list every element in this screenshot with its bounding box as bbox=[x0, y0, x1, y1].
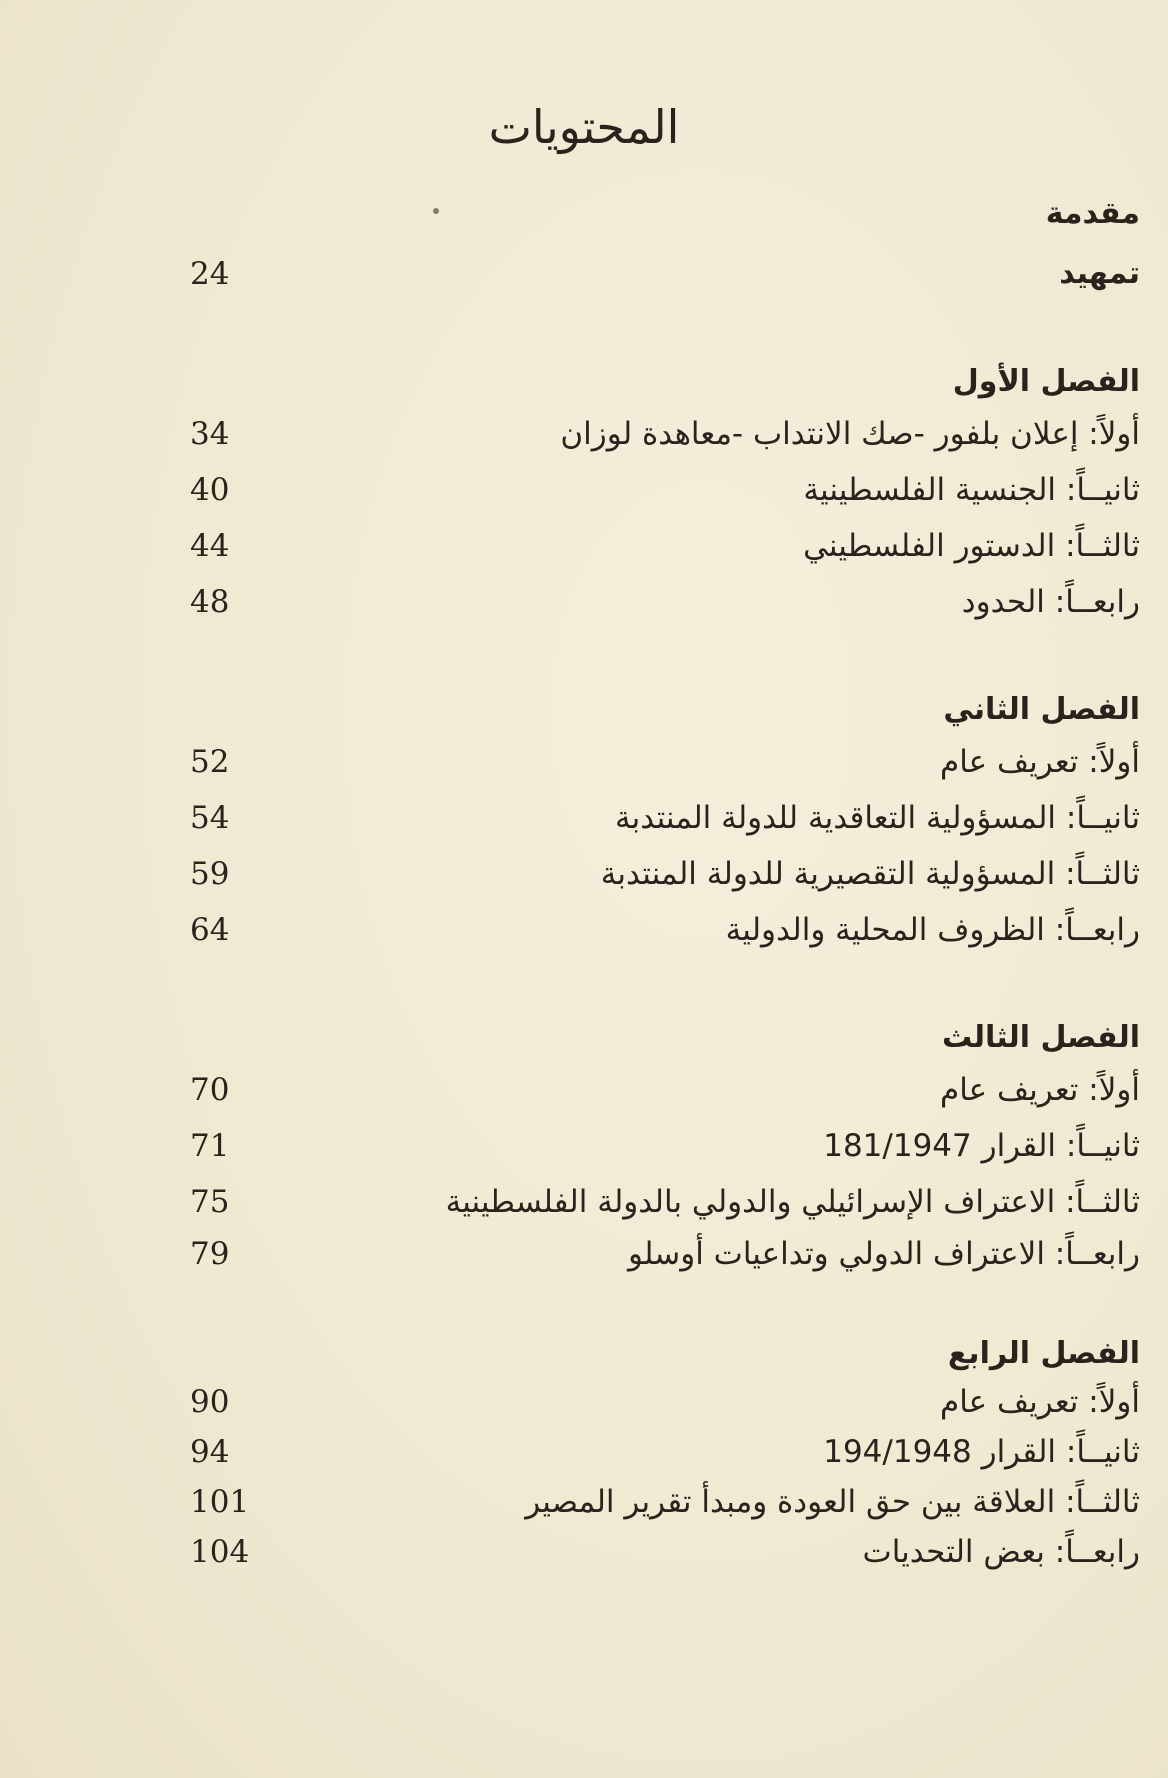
toc-entry[interactable] bbox=[180, 1072, 1140, 1122]
toc-page-number: 48 bbox=[190, 584, 230, 620]
toc-label: ثانيــاً: القرار 194/1948 bbox=[823, 1434, 1140, 1470]
chapter-heading-label: الفصل الثاني bbox=[943, 692, 1140, 727]
toc-page-number: 101 bbox=[190, 1484, 250, 1520]
toc-entry[interactable] bbox=[180, 584, 1140, 634]
chapter-heading-3[interactable] bbox=[180, 1020, 1140, 1070]
chapter-heading-label: الفصل الرابع bbox=[947, 1336, 1140, 1371]
toc-entry[interactable] bbox=[180, 472, 1140, 522]
toc-entry[interactable] bbox=[180, 1384, 1140, 1434]
toc-entry[interactable] bbox=[180, 800, 1140, 850]
toc-page-number: 44 bbox=[190, 528, 230, 564]
toc-page-number: 52 bbox=[190, 744, 230, 780]
toc-page-number: 24 bbox=[190, 256, 230, 292]
toc-label: ثالثــاً: الاعتراف الإسرائيلي والدولي بالدولة الفلسطينية bbox=[445, 1184, 1140, 1220]
toc-page-number: 59 bbox=[190, 856, 230, 892]
toc-label: أولاً: تعريف عام bbox=[940, 1384, 1140, 1420]
toc-entry[interactable] bbox=[180, 1236, 1140, 1286]
toc-page-number: 71 bbox=[190, 1128, 230, 1164]
toc-page-number: 104 bbox=[190, 1534, 250, 1570]
toc-label: ثالثــاً: المسؤولية التقصيرية للدولة المنتدبة bbox=[600, 856, 1140, 892]
toc-page-number: 34 bbox=[190, 416, 230, 452]
toc-entry-preface[interactable] bbox=[180, 256, 1140, 306]
toc-page-number: 40 bbox=[190, 472, 230, 508]
toc-entry[interactable] bbox=[180, 744, 1140, 794]
toc-label: أولاً: تعريف عام bbox=[940, 1072, 1140, 1108]
toc-label: رابعــاً: بعض التحديات bbox=[862, 1534, 1140, 1570]
toc-label: تمهيد bbox=[1059, 256, 1140, 291]
toc-label: ثانيــاً: الجنسية الفلسطينية bbox=[803, 472, 1140, 508]
toc-entry[interactable] bbox=[180, 1434, 1140, 1484]
toc-label: ثانيــاً: القرار 181/1947 bbox=[823, 1128, 1140, 1164]
toc-entry[interactable] bbox=[180, 856, 1140, 906]
toc-label: ثانيــاً: المسؤولية التعاقدية للدولة المنتدبة bbox=[615, 800, 1140, 836]
chapter-heading-1[interactable] bbox=[180, 364, 1140, 414]
toc-page-number: 54 bbox=[190, 800, 230, 836]
toc-label: ثالثــاً: الدستور الفلسطيني bbox=[803, 528, 1140, 564]
toc-page-number: 79 bbox=[190, 1236, 230, 1272]
chapter-heading-4[interactable] bbox=[180, 1336, 1140, 1386]
toc-label: أولاً: تعريف عام bbox=[940, 744, 1140, 780]
toc-label: رابعــاً: الحدود bbox=[961, 584, 1140, 620]
toc-label: رابعــاً: الاعتراف الدولي وتداعيات أوسلو bbox=[627, 1236, 1140, 1272]
toc-entry[interactable] bbox=[180, 912, 1140, 962]
toc-page-number: 90 bbox=[190, 1384, 230, 1420]
toc-label: ثالثــاً: العلاقة بين حق العودة ومبدأ تقرير المصير bbox=[525, 1484, 1140, 1520]
page-title: المحتويات bbox=[488, 100, 680, 154]
toc-entry[interactable] bbox=[180, 416, 1140, 466]
toc-page-number: 64 bbox=[190, 912, 230, 948]
toc-entry[interactable] bbox=[180, 1128, 1140, 1178]
toc-entry[interactable] bbox=[180, 1184, 1140, 1234]
toc-entry[interactable] bbox=[180, 1484, 1140, 1534]
toc-entry[interactable] bbox=[180, 528, 1140, 578]
toc-label: أولاً: إعلان بلفور -صك الانتداب -معاهدة لوزان bbox=[560, 416, 1140, 452]
toc-label: مقدمة bbox=[1045, 196, 1140, 231]
toc-entry-intro[interactable] bbox=[180, 196, 1140, 246]
toc-label: رابعــاً: الظروف المحلية والدولية bbox=[725, 912, 1140, 948]
toc-page-number: 75 bbox=[190, 1184, 230, 1220]
chapter-heading-label: الفصل الأول bbox=[952, 364, 1140, 399]
toc-page-number: 70 bbox=[190, 1072, 230, 1108]
toc-page-number: 94 bbox=[190, 1434, 230, 1470]
chapter-heading-label: الفصل الثالث bbox=[941, 1020, 1140, 1055]
toc-entry[interactable] bbox=[180, 1534, 1140, 1584]
chapter-heading-2[interactable] bbox=[180, 692, 1140, 742]
